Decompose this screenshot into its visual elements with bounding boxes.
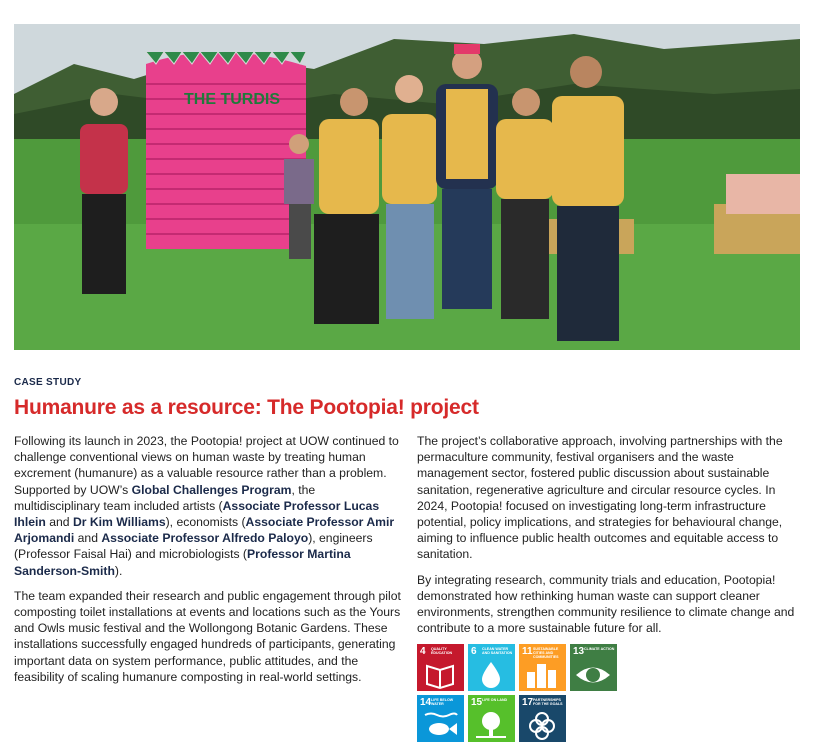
program-link-text: Global Challenges Program [131,482,292,497]
tree-icon [468,709,515,742]
engagement-paragraph: The team expanded their research and public engagement through pilot composting toilet installations at events and locations such as the Yours and Owls music festival and the Wollongong Botanic Gardens. These installations successfully engaged hundreds of participants, generating important data on system performance, public attitudes, and the feasibility of scaling humanure composting in real-world settings. [14,588,401,684]
person-name: Associate Professor Amir Arjomandi [14,515,395,546]
sdg-6-tile: 6 CLEAN WATER AND SANITATION [468,644,515,691]
conclusion-paragraph: By integrating research, community trials and education, Pootopia! demonstrated how rethinking human waste can support cleaner environments, strengthen community resilience to climate change and contribute to a more sustainable future for all. [417,572,795,636]
city-icon [519,658,566,691]
sdg-17-tile: 17 PARTNERSHIPS FOR THE GOALS [519,695,566,742]
sdg-14-tile: 14 LIFE BELOW WATER [417,695,464,742]
eye-globe-icon [570,658,617,691]
person-name: Professor Martina Sanderson-Smith [14,547,351,578]
sdg-4-tile: 4 QUALITY EDUCATION [417,644,464,691]
festival-photo [14,24,800,350]
right-column [417,433,803,645]
sdg-11-tile: 11 SUSTAINABLE CITIES AND COMMUNITIES [519,644,566,691]
intro-paragraph: Following its launch in 2023, the Pootopia! project at UOW continued to challenge conventional views on human waste by treating human excrement (humanure) as a valuable resource rather than a problem. Supported by UOW’s Global Challenges Program, the multidisciplinary team included artists (Associate Professor Lucas Ihlein and Dr Kim Williams), economists (Associate Professor Amir Arjomandi and Associate Professor Alfredo Paloyo), engineers (Professor Faisal Hai) and microbiologists (Professor Martina Sanderson-Smith). [14,434,399,578]
pink-toilet-structure [146,52,306,249]
fish-icon [417,709,464,742]
person-name: Associate Professor Alfredo Paloyo [101,531,309,546]
sdg-13-tile: 13 CLIMATE ACTION [570,644,617,691]
water-drop-icon [468,658,515,691]
partnership-rings-icon [519,709,566,742]
case-study-kicker: CASE STUDY [14,377,82,388]
approach-paragraph: The project’s collaborative approach, involving partnerships with the permaculture community, festival organisers and the waste management sector, fostered public discussion about sustainable sanitation, regenerative agriculture and circular resource cycles. In 2024, Pootopia! focused on investigating long-term infrastructure potential, policy implications, and strategies for behavioural change, aiming to influence public health outcomes and equitable access to sanitation. [417,434,783,562]
left-column [14,433,404,694]
person-name: Associate Professor Lucas Ihlein [14,498,380,530]
book-icon [417,658,464,691]
page-title: Humanure as a resource: The Pootopia! project [14,396,479,419]
turdis-sign: THE TURDIS [184,91,280,108]
festival-photo-illustration [14,24,800,350]
sdg-15-tile: 15 LIFE ON LAND [468,695,515,742]
person-name: Dr Kim Williams [72,515,166,530]
